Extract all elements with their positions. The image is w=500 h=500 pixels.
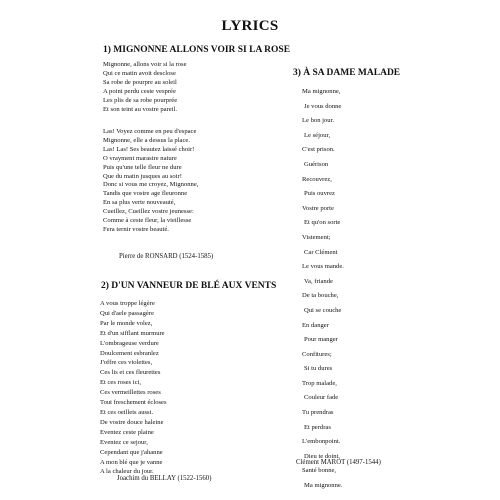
poem-line: Car Clément xyxy=(304,248,338,256)
poem-2-author: Joachim du BELLAY (1522-1560) xyxy=(117,475,212,482)
poem-line: Et perdras xyxy=(304,423,331,431)
poem-line: Si tu dures xyxy=(304,365,333,373)
poem-line: Las! Voyez comme en peu d'espace xyxy=(103,128,197,135)
poem-line: Et ces oeillets aussi. xyxy=(100,408,154,416)
poem-line: L'ombrageuse verdure xyxy=(100,339,159,347)
poem-line: C'est prison. xyxy=(302,146,335,154)
poem-1-stanza-2 xyxy=(103,127,196,181)
poem-line: Qui se couche xyxy=(304,306,342,314)
poem-line: Guérison xyxy=(304,160,329,168)
poem-line: En danger xyxy=(302,321,329,329)
poem-line: Fera ternir vostre beauté. xyxy=(103,226,169,234)
poem-line: De vostre douce haleine xyxy=(100,418,164,426)
poem-line: A vous troppe légère xyxy=(100,300,155,307)
poem-line: Santé bonne, xyxy=(302,467,337,475)
poem-1-stanza-1 xyxy=(103,60,187,114)
poem-line: Le bon jour. xyxy=(302,117,335,125)
poem-line: Va, friande xyxy=(304,277,333,285)
poem-3-heading: 3) À SA DAME MALADE xyxy=(293,68,401,78)
poem-line: Eventez ceste plaine xyxy=(100,428,154,436)
poem-line: Couleur fade xyxy=(304,394,339,402)
poem-line: Les plis de sa robe pourprée xyxy=(103,97,178,105)
poem-line: Vostre porte xyxy=(302,204,334,212)
poem-line: Ma mignonne. xyxy=(304,482,343,490)
poem-line: Le vous mande. xyxy=(302,263,344,271)
poem-line: Je vous donne xyxy=(304,102,342,110)
poem-line: Et ces roses ici, xyxy=(100,379,142,387)
poem-line: Confitures; xyxy=(302,350,332,358)
poem-line: Doulcement esbranlez xyxy=(100,349,159,357)
poem-line: Tandis que vostre age fleuronne xyxy=(103,190,188,198)
poem-line: Qui ce matin avoit desclose xyxy=(103,70,176,78)
poem-line: A mon blé que je vanne xyxy=(100,458,163,466)
poem-line: Eventez ce sejour, xyxy=(100,438,148,446)
poem-line: Tu prendras xyxy=(302,409,334,417)
poem-line: Puis ouvrez xyxy=(304,190,335,198)
poem-line: Que du matin jusques au soir! xyxy=(103,173,182,181)
poem-line: O vrayment marastre nature xyxy=(103,155,177,163)
poem-line: Pour manger xyxy=(304,336,338,344)
poem-line: Et qu'on sorte xyxy=(304,219,341,227)
page-title: LYRICS xyxy=(221,18,279,34)
poem-line: Ces vermeillettes roses xyxy=(100,389,161,397)
poem-line: Vistement; xyxy=(302,233,331,241)
poem-line: De ta bouche, xyxy=(302,292,339,300)
poem-line: En sa plus verte nouveauté, xyxy=(103,199,176,207)
poem-line: Ces lis et ces fleurettes xyxy=(100,369,161,377)
poem-line: Tout freschement écloses xyxy=(100,399,167,407)
poem-line: Mignonne, elle a dessus la place. xyxy=(103,137,190,145)
poem-1-stanza-3 xyxy=(103,180,198,234)
poem-3-author: Clément MAROT (1497-1544) xyxy=(296,459,381,466)
poem-line: Ma mignonne, xyxy=(302,88,341,95)
poem-line: Dieu te doint, xyxy=(304,452,341,460)
poem-line: L'embonpoint. xyxy=(302,438,341,446)
poem-2-stanza-1 xyxy=(100,299,167,477)
poem-line: Le séjour, xyxy=(304,131,331,139)
poem-line: Et son teint au vostre pareil. xyxy=(103,106,177,114)
poem-line: Et d'un sifflant murmure xyxy=(100,329,165,337)
poem-line: Comme à ceste fleur, la vieillesse xyxy=(103,217,192,225)
poem-line: Cueillez, Cueillez vostre jeunesse: xyxy=(103,208,194,216)
poem-line: Qui d'aele passagère xyxy=(100,309,154,317)
poem-2-heading: 2) D'UN VANNEUR DE BLÉ AUX VENTS xyxy=(101,281,277,291)
poem-line: Cependant que j'ahanne xyxy=(100,448,163,456)
poem-line: Mignonne, allons voir si la rose xyxy=(103,61,187,68)
poem-line: A la chaleur du jour. xyxy=(100,468,154,476)
poem-line: Las! Las! Ses beautez laissé choir! xyxy=(103,146,195,154)
poem-line: Sa robe de pourpre au soleil xyxy=(103,79,177,87)
poem-1-author: Pierre de RONSARD (1524-1585) xyxy=(119,253,214,260)
poem-line: Donc si vous me croyez, Mignonne, xyxy=(103,181,199,188)
poem-line: Par le monde volez, xyxy=(100,319,153,327)
poem-3-stanza-1 xyxy=(302,85,392,494)
poem-line: Puis qu'une telle fleur ne dure xyxy=(103,164,182,172)
poem-line: A point perdu ceste vesprée xyxy=(103,88,176,96)
poem-line: J'offre ces violettes, xyxy=(100,359,153,367)
poem-1-heading: 1) MIGNONNE ALLONS VOIR SI LA ROSE xyxy=(103,45,291,55)
poem-line: Recouvrez, xyxy=(302,175,332,183)
poem-line: Trop malade, xyxy=(302,379,337,387)
